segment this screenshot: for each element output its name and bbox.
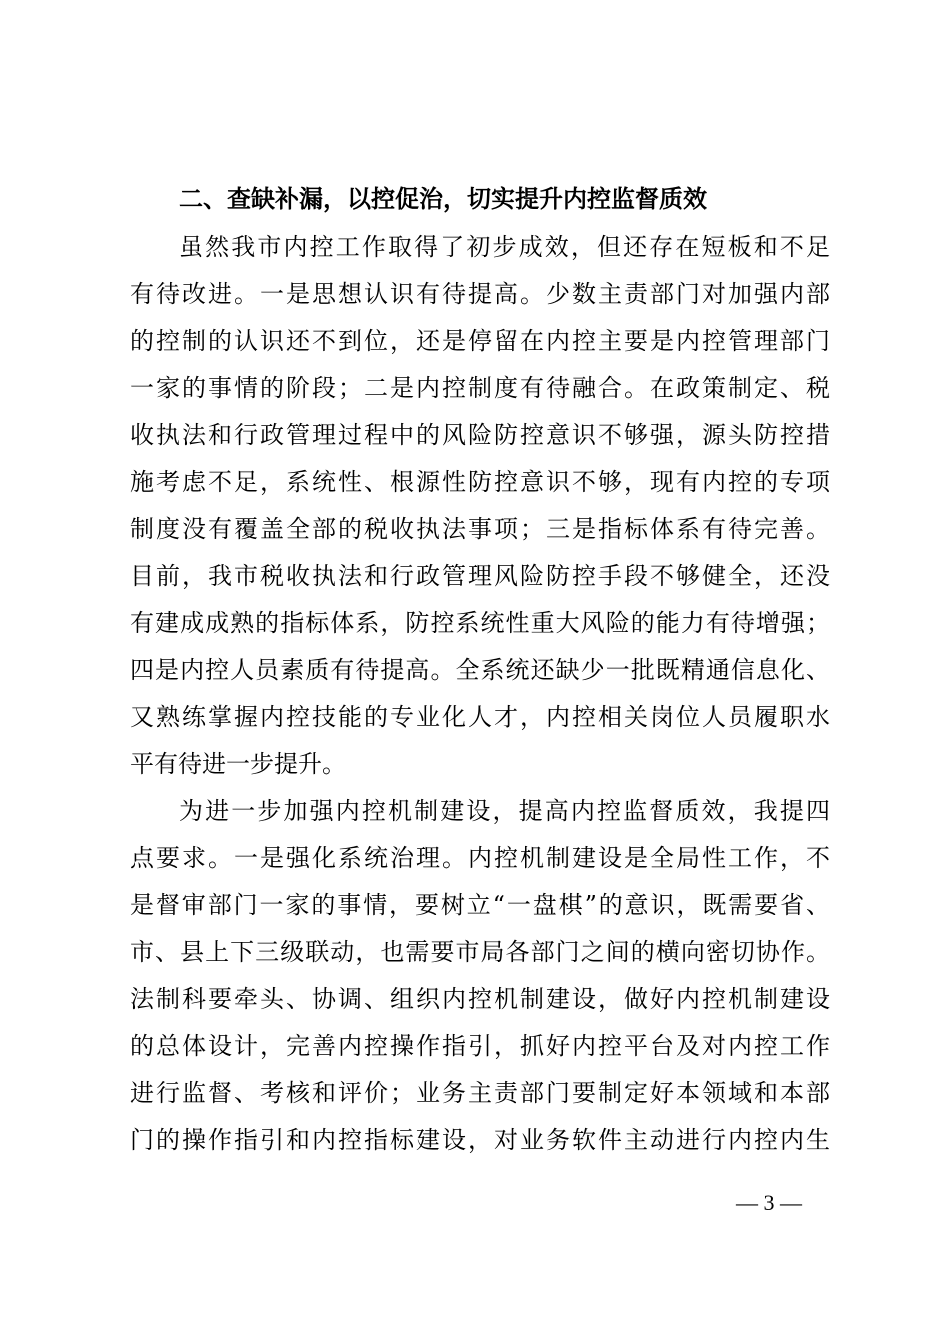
paragraph-line: 法制科要牵头、协调、组织内控机制建设，做好内控机制建设	[130, 985, 830, 1013]
paragraph-line: 收执法和行政管理过程中的风险防控意识不够强，源头防控措	[130, 421, 830, 449]
paragraph-line: 市、县上下三级联动，也需要市局各部门之间的横向密切协作。	[130, 938, 830, 966]
page-number: — 3 —	[736, 1190, 802, 1215]
paragraph-line: 制度没有覆盖全部的税收执法事项；三是指标体系有待完善。	[130, 515, 830, 543]
paragraph-line: 的总体设计，完善内控操作指引，抓好内控平台及对内控工作	[130, 1032, 830, 1060]
paragraph-line: 一家的事情的阶段；二是内控制度有待融合。在政策制定、税	[130, 374, 830, 402]
paragraph-line: 目前，我市税收执法和行政管理风险防控手段不够健全，还没	[130, 562, 830, 590]
paragraph-line: 四是内控人员素质有待提高。全系统还缺少一批既精通信息化、	[130, 656, 830, 684]
paragraph-line: 有建成成熟的指标体系，防控系统性重大风险的能力有待增强；	[130, 609, 830, 637]
paragraph-line: 又熟练掌握内控技能的专业化人才，内控相关岗位人员履职水	[130, 703, 830, 731]
section-heading: 二、查缺补漏，以控促治，切实提升内控监督质效	[179, 185, 707, 213]
paragraph-line: 为进一步加强内控机制建设，提高内控监督质效，我提四	[179, 797, 830, 825]
paragraph-line: 施考虑不足，系统性、根源性防控意识不够，现有内控的专项	[130, 468, 830, 496]
paragraph-line: 平有待进一步提升。	[130, 750, 346, 778]
paragraph-line: 门的操作指引和内控指标建设，对业务软件主动进行内控内生	[130, 1126, 830, 1154]
paragraph-line: 的控制的认识还不到位，还是停留在内控主要是内控管理部门	[130, 327, 830, 355]
paragraph-line: 虽然我市内控工作取得了初步成效，但还存在短板和不足	[179, 233, 830, 261]
paragraph-line: 是督审部门一家的事情，要树立“一盘棋”的意识，既需要省、	[130, 891, 830, 919]
paragraph-line: 有待改进。一是思想认识有待提高。少数主责部门对加强内部	[130, 280, 830, 308]
paragraph-line: 点要求。一是强化系统治理。内控机制建设是全局性工作，不	[130, 844, 830, 872]
paragraph-line: 进行监督、考核和评价；业务主责部门要制定好本领域和本部	[130, 1079, 830, 1107]
